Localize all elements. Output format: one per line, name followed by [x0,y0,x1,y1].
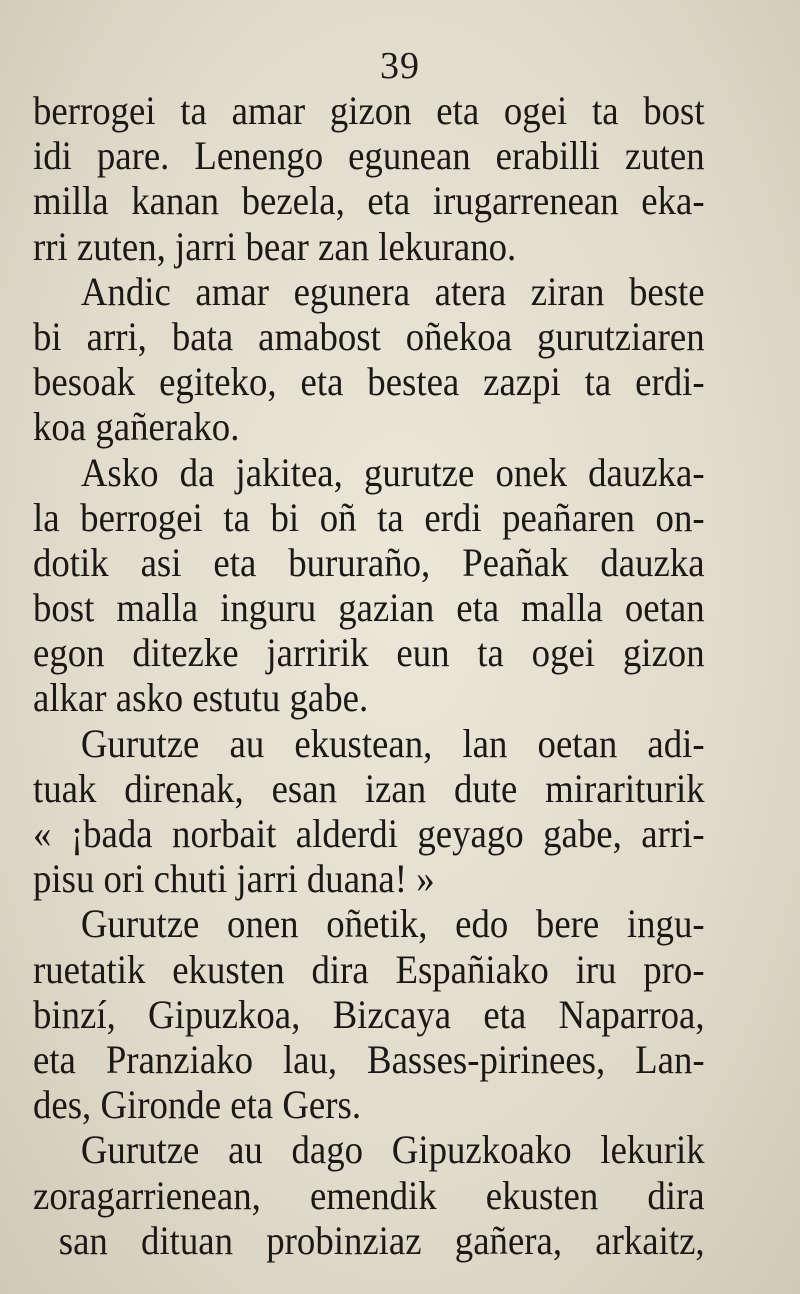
body-text [33,88,705,1263]
text-line: Gurutze onen oñetik, edo bere ingu- [80,901,705,947]
text-line: tuak direnak, esan izan dute mirariturik [33,765,705,811]
text-line: pisu ori chuti jarri duana! » [33,856,435,902]
text-line: zoragarrienean, emendik ekusten dira [33,1172,705,1218]
text-line: ruetatik ekusten dira Españiako iru pro- [33,946,705,992]
text-line: alkar asko estutu gabe. [33,675,369,721]
text-line: besoak egiteko, eta bestea zazpi ta erdi- [33,359,705,405]
text-line: « ¡bada norbait alderdi geyago gabe, arri- [33,811,705,856]
text-line: Andic amar egunera atera ziran beste [80,268,705,314]
text-line: des, Gironde eta Gers. [33,1082,362,1128]
text-line: binzí, Gipuzkoa, Bizcaya eta Naparroa, [33,991,705,1037]
text-line: milla kanan bezela, eta irugarrenean eka- [33,178,705,224]
text-line: idi pare. Lenengo egunean erabilli zuten [33,133,705,179]
text-line: san dituan probinziaz gañera, arkaitz, [58,1217,705,1263]
text-line: koa gañerako. [33,404,240,450]
text-line: berrogei ta amar gizon eta ogei ta bost [33,88,705,133]
text-line: Gurutze au dago Gipuzkoako lekurik [80,1127,705,1173]
text-line: eta Pranziako lau, Basses-pirinees, Lan- [33,1036,705,1082]
text-line: rri zuten, jarri bear zan lekurano. [33,223,517,269]
text-line: egon ditezke jarririk eun ta ogei gizon [33,630,705,676]
text-line: la berrogei ta bi oñ ta erdi peañaren on- [33,494,705,540]
text-line: Gurutze au ekustean, lan oetan adi- [80,720,705,766]
text-line: bost malla inguru gazian eta malla oetan [33,585,705,631]
text-line: dotik asi eta bururaño, Peañak dauzka [33,539,705,585]
text-line: bi arri, bata amabost oñekoa gurutziaren [33,313,705,359]
page-number: 39 [380,45,420,87]
text-line: Asko da jakitea, gurutze onek dauzka- [80,449,705,495]
